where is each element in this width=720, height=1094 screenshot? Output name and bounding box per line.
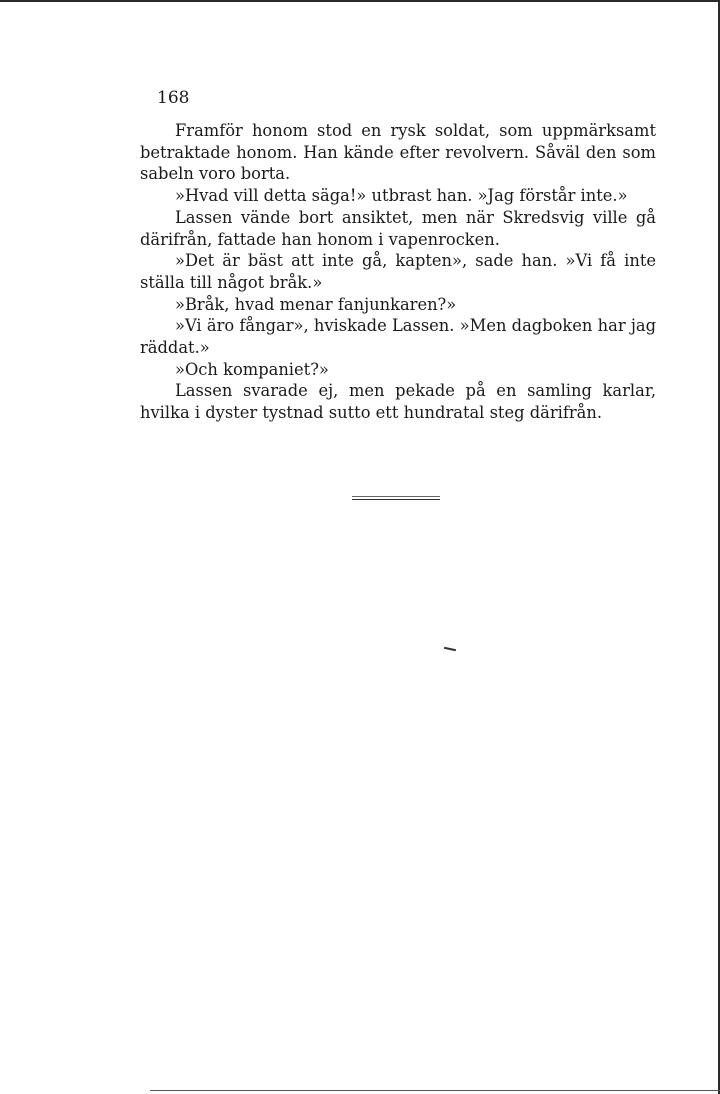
ink-speck <box>444 647 456 651</box>
page-number: 168 <box>157 88 190 108</box>
page-edge-bottom <box>150 1090 720 1091</box>
paragraph: Lassen svarade ej, men pekade på en samling karlar, hvilka i dyster tystnad sutto ett hundratal steg därifrån. <box>140 381 656 423</box>
paragraph: Framför honom stod en rysk soldat, som uppmärksamt betraktade honom. Han kände efter revolvern. Såväl den som sabeln voro borta. <box>140 121 656 184</box>
paragraph: »Och kompaniet?» <box>175 359 329 379</box>
paragraph: »Hvad vill detta säga!» utbrast han. »Jag förstår inte.» <box>175 186 628 206</box>
section-end-rule <box>352 496 440 501</box>
paragraph: Lassen vände bort ansiktet, men när Skredsvig ville gå därifrån, fattade han honom i vapenrocken. <box>140 207 656 249</box>
body-text <box>140 120 656 424</box>
paragraph: »Vi äro fångar», hviskade Lassen. »Men dagboken har jag räddat.» <box>140 316 656 358</box>
paragraph: »Det är bäst att inte gå, kapten», sade han. »Vi få inte ställa till något bråk.» <box>140 251 656 292</box>
page-edge-top <box>0 0 720 2</box>
paragraph: »Bråk, hvad menar fanjunkaren?» <box>175 294 457 314</box>
